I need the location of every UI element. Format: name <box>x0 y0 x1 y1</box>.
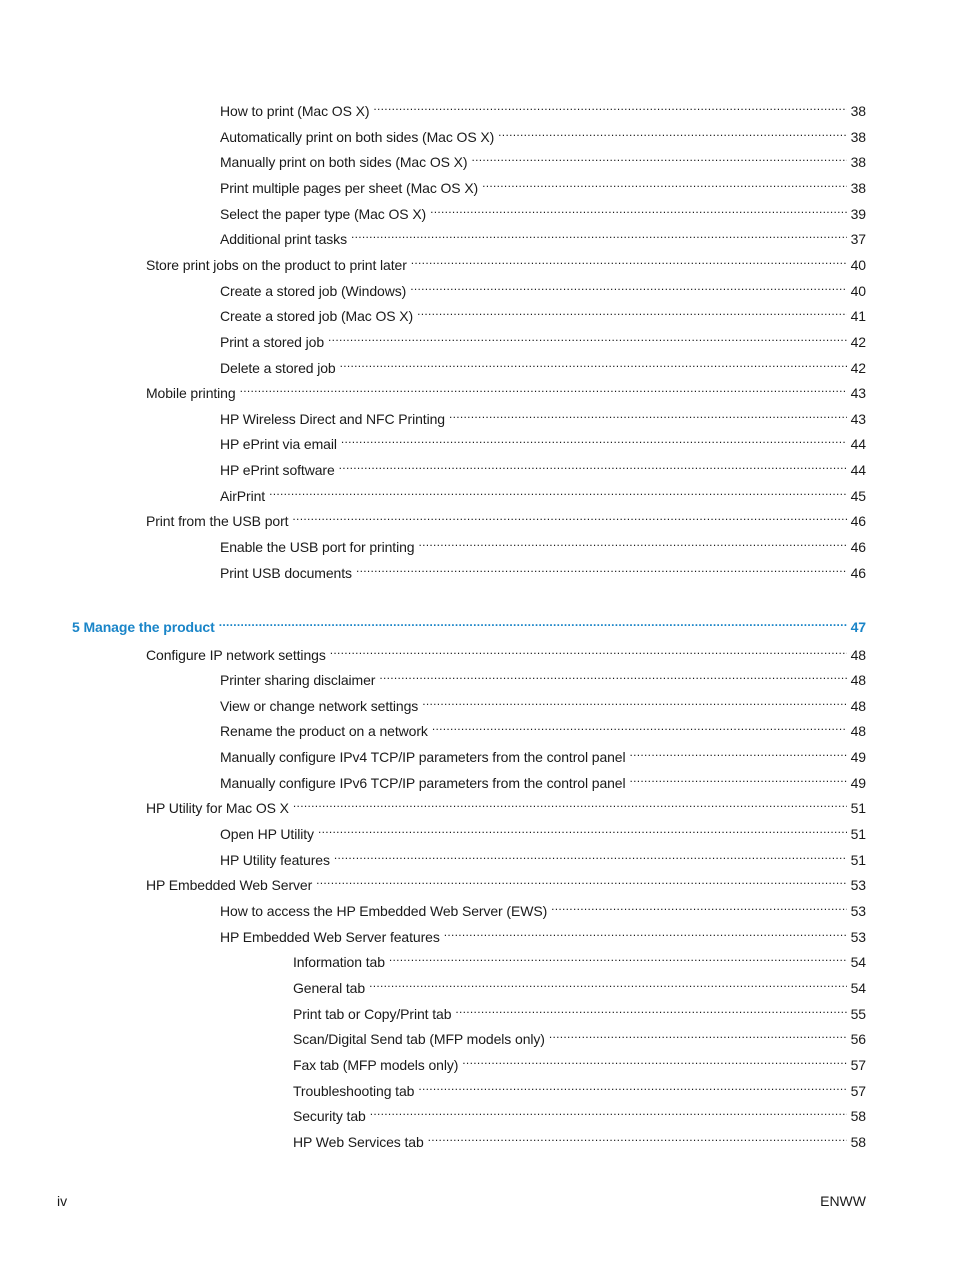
toc-entry[interactable] <box>220 327 866 350</box>
toc-entry-page: 48 <box>850 698 866 714</box>
dot-leader <box>340 353 847 373</box>
toc-entry-title: Store print jobs on the product to print later <box>146 257 407 273</box>
dot-leader <box>418 532 846 552</box>
toc-entry-page: 51 <box>850 800 866 816</box>
dot-leader <box>410 276 846 296</box>
toc-entry[interactable] <box>293 1127 866 1150</box>
toc-entry[interactable] <box>220 716 866 739</box>
dot-leader <box>341 429 847 449</box>
toc-entry-page: 57 <box>850 1057 866 1073</box>
toc-chapter-entry[interactable] <box>72 612 866 635</box>
toc-entry-page: 46 <box>850 513 866 529</box>
toc-entry[interactable] <box>220 122 866 145</box>
dot-leader <box>449 404 847 424</box>
toc-entry-title: Configure IP network settings <box>146 647 326 663</box>
toc-entry-page: 38 <box>850 180 866 196</box>
dot-leader <box>316 870 846 890</box>
toc-entry-page: 40 <box>850 283 866 299</box>
dot-leader <box>219 612 847 632</box>
dot-leader <box>430 199 847 219</box>
toc-entry[interactable] <box>220 224 866 247</box>
toc-entry-page: 57 <box>850 1083 866 1099</box>
dot-leader <box>498 122 846 142</box>
toc-entry-title: HP Utility features <box>220 852 330 868</box>
toc-entry[interactable] <box>220 276 866 299</box>
toc-entry[interactable] <box>220 768 866 791</box>
dot-leader <box>482 173 847 193</box>
toc-entry-title: Delete a stored job <box>220 360 336 376</box>
toc-entry-title: Print USB documents <box>220 565 352 581</box>
dot-leader <box>428 1127 847 1147</box>
toc-entry[interactable] <box>293 1076 866 1099</box>
toc-entry-page: 42 <box>850 360 866 376</box>
toc-entry-title: HP Embedded Web Server <box>146 877 313 893</box>
toc-entry-title: Fax tab (MFP models only) <box>293 1057 459 1073</box>
dot-leader <box>269 481 847 501</box>
toc-entry-page: 41 <box>850 308 866 324</box>
dot-leader <box>328 327 847 347</box>
toc-entry-page: 58 <box>850 1134 866 1150</box>
toc-entry[interactable] <box>220 922 866 945</box>
toc-entry[interactable] <box>146 250 866 273</box>
toc-entry[interactable] <box>220 665 866 688</box>
toc-entry-page: 43 <box>850 411 866 427</box>
toc-entry-page: 54 <box>850 954 866 970</box>
toc-entry[interactable] <box>293 1050 866 1073</box>
toc-entry-title: Select the paper type (Mac OS X) <box>220 206 427 222</box>
toc-entry-title: Information tab <box>293 954 385 970</box>
toc-entry[interactable] <box>146 870 866 893</box>
toc-entry-title: HP Embedded Web Server features <box>220 929 440 945</box>
toc-entry[interactable] <box>293 973 866 996</box>
toc-entry-title: Open HP Utility <box>220 826 314 842</box>
dot-leader <box>356 558 847 578</box>
toc-entry[interactable] <box>220 404 866 427</box>
toc-entry-page: 48 <box>850 723 866 739</box>
toc-entry-page: 56 <box>850 1031 866 1047</box>
toc-entry-page: 53 <box>850 877 866 893</box>
toc-entry-title: General tab <box>293 980 366 996</box>
footer-doc-code: ENWW <box>820 1193 866 1209</box>
toc-entry-title: Print tab or Copy/Print tab <box>293 1006 452 1022</box>
dot-leader <box>330 640 847 660</box>
dot-leader <box>630 768 847 788</box>
toc-entry-title: Print a stored job <box>220 334 325 350</box>
toc-entry-title: How to print (Mac OS X) <box>220 103 370 119</box>
toc-entry-title: Print multiple pages per sheet (Mac OS X) <box>220 180 479 196</box>
toc-entry-title: HP ePrint software <box>220 462 335 478</box>
toc-entry[interactable] <box>220 532 866 555</box>
toc-entry-page: 55 <box>850 1006 866 1022</box>
dot-leader <box>379 665 846 685</box>
toc-entry-page: 51 <box>850 826 866 842</box>
footer-page-number: iv <box>57 1193 68 1209</box>
toc-entry[interactable] <box>146 640 866 663</box>
dot-leader <box>389 947 847 967</box>
dot-leader <box>411 250 847 270</box>
toc-entry[interactable] <box>220 353 866 376</box>
toc-entry-page: 53 <box>850 929 866 945</box>
dot-leader <box>373 96 846 116</box>
toc-entry-page: 48 <box>850 672 866 688</box>
dot-leader <box>432 716 847 736</box>
toc-chapter-page: 47 <box>850 619 866 635</box>
dot-leader <box>418 1076 846 1096</box>
toc-entry-page: 42 <box>850 334 866 350</box>
toc-entry-page: 48 <box>850 647 866 663</box>
toc-entry-page: 40 <box>850 257 866 273</box>
toc-entry-page: 38 <box>850 103 866 119</box>
toc-entry-page: 54 <box>850 980 866 996</box>
toc-entry-page: 51 <box>850 852 866 868</box>
dot-leader <box>318 819 847 839</box>
toc-entry-page: 44 <box>850 436 866 452</box>
dot-leader <box>444 922 847 942</box>
toc-entry[interactable] <box>293 999 866 1022</box>
toc-entry-title: How to access the HP Embedded Web Server (EWS) <box>220 903 548 919</box>
toc-entry-page: 45 <box>850 488 866 504</box>
dot-leader <box>462 1050 846 1070</box>
toc-entry-page: 38 <box>850 154 866 170</box>
dot-leader <box>417 301 847 321</box>
dot-leader <box>630 742 847 762</box>
toc-entry[interactable] <box>146 378 866 401</box>
toc-entry-title: Mobile printing <box>146 385 236 401</box>
toc-entry-title: HP Utility for Mac OS X <box>146 800 289 816</box>
dot-leader <box>455 999 846 1019</box>
toc-entry-page: 58 <box>850 1108 866 1124</box>
toc-entry[interactable] <box>293 1101 866 1124</box>
toc-entry-title: Troubleshooting tab <box>293 1083 415 1099</box>
toc-entry[interactable] <box>220 481 866 504</box>
toc-entry-title: Printer sharing disclaimer <box>220 672 376 688</box>
toc-entry-title: HP Wireless Direct and NFC Printing <box>220 411 445 427</box>
toc-entry-page: 53 <box>850 903 866 919</box>
toc-entry-title: Rename the product on a network <box>220 723 428 739</box>
toc-entry[interactable] <box>220 896 866 919</box>
toc-entry[interactable] <box>220 301 866 324</box>
toc-entry-page: 49 <box>850 749 866 765</box>
toc-entry[interactable] <box>146 506 866 529</box>
dot-leader <box>369 973 847 993</box>
toc-entry[interactable] <box>220 819 866 842</box>
toc-entry-page: 39 <box>850 206 866 222</box>
toc-entry-title: Security tab <box>293 1108 366 1124</box>
dot-leader <box>551 896 846 916</box>
toc-entry-page: 37 <box>850 231 866 247</box>
dot-leader <box>549 1024 847 1044</box>
dot-leader <box>471 147 846 167</box>
toc-entry-title: Enable the USB port for printing <box>220 539 415 555</box>
dot-leader <box>351 224 847 244</box>
dot-leader <box>293 793 847 813</box>
toc-entry[interactable] <box>220 429 866 452</box>
toc-entry[interactable] <box>146 793 866 816</box>
toc-entry-page: 46 <box>850 539 866 555</box>
toc-entry-title: Automatically print on both sides (Mac OS X) <box>220 129 495 145</box>
toc-entry-page: 44 <box>850 462 866 478</box>
toc-entry[interactable] <box>293 947 866 970</box>
toc-entry-title: Manually print on both sides (Mac OS X) <box>220 154 468 170</box>
toc-entry[interactable] <box>220 147 866 170</box>
toc-entry-title: Create a stored job (Mac OS X) <box>220 308 414 324</box>
dot-leader <box>292 506 846 526</box>
toc-entry-title: Manually configure IPv4 TCP/IP parameters from the control panel <box>220 749 626 765</box>
toc-entry[interactable] <box>220 173 866 196</box>
toc-entry-title: Scan/Digital Send tab (MFP models only) <box>293 1031 545 1047</box>
toc-entry-page: 38 <box>850 129 866 145</box>
toc-entry-title: Manually configure IPv6 TCP/IP parameters from the control panel <box>220 775 626 791</box>
toc-entry[interactable] <box>220 96 866 119</box>
toc-entry-title: Print from the USB port <box>146 513 289 529</box>
toc-entry[interactable] <box>220 199 866 222</box>
dot-leader <box>334 845 847 865</box>
dot-leader <box>370 1101 847 1121</box>
toc-entry[interactable] <box>220 845 866 868</box>
toc-entry-page: 46 <box>850 565 866 581</box>
toc-entry[interactable] <box>220 558 866 581</box>
toc-entry[interactable] <box>220 742 866 765</box>
toc-entry-title: AirPrint <box>220 488 266 504</box>
toc-entry-page: 43 <box>850 385 866 401</box>
toc-entry-title: HP Web Services tab <box>293 1134 424 1150</box>
dot-leader <box>240 378 847 398</box>
toc-entry-title: View or change network settings <box>220 698 419 714</box>
dot-leader <box>339 455 847 475</box>
dot-leader <box>422 691 846 711</box>
toc-chapter-title: 5 Manage the product <box>72 619 215 635</box>
toc-entry[interactable] <box>220 455 866 478</box>
toc-entry-title: Additional print tasks <box>220 231 347 247</box>
toc-entry[interactable] <box>293 1024 866 1047</box>
toc-entry-page: 49 <box>850 775 866 791</box>
toc-entry-title: Create a stored job (Windows) <box>220 283 407 299</box>
toc-entry[interactable] <box>220 691 866 714</box>
toc-entry-title: HP ePrint via email <box>220 436 337 452</box>
